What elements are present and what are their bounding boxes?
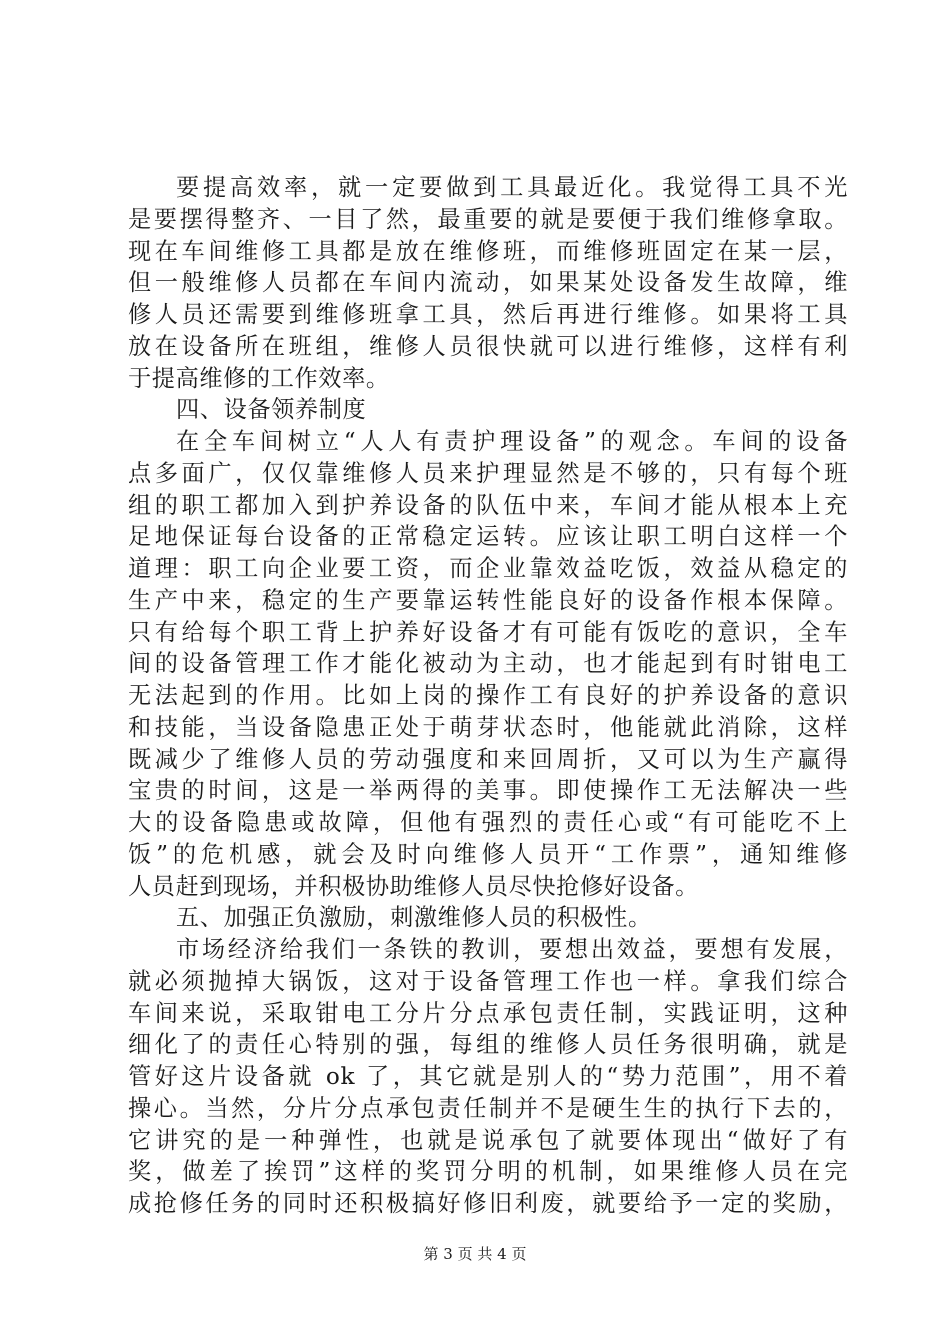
text-line: 操心。当然，分片分点承包责任制并不是硬生生的执行下去的， xyxy=(128,1094,848,1122)
text-line: 生产中来，稳定的生产要靠运转性能良好的设备作根本保障。 xyxy=(128,586,848,614)
text-line: 但一般维修人员都在车间内流动，如果某处设备发生故障，维 xyxy=(128,269,848,297)
text-line: 间的设备管理工作才能化被动为主动，也才能起到有时钳电工 xyxy=(128,650,848,678)
text-line: 修人员还需要到维修班拿工具，然后再进行维修。如果将工具 xyxy=(128,301,848,328)
text-line: 人员赶到现场，并积极协助维修人员尽快抢修好设备。 xyxy=(128,872,699,900)
text-line: 足地保证每台设备的正常稳定运转。应该让职工明白这样一个 xyxy=(128,523,848,551)
text-line: 大的设备隐患或故障，但他有强烈的责任心或“有可能吃不上 xyxy=(128,809,848,836)
text-line: 四、设备领养制度 xyxy=(176,396,367,424)
text-line: 宝贵的时间，这是一举两得的美事。即使操作工无法解决一些 xyxy=(128,777,848,805)
text-line: 现在车间维修工具都是放在维修班，而维修班固定在某一层， xyxy=(128,237,848,265)
text-line: 管好这片设备就 ok 了，其它就是别人的“势力范围”，用不着 xyxy=(128,1063,848,1090)
text-line: 组的职工都加入到护养设备的队伍中来，车间才能从根本上充 xyxy=(128,491,848,519)
text-line: 就必须抛掉大锅饭，这对于设备管理工作也一样。拿我们综合 xyxy=(128,967,848,995)
text-line: 车间来说，采取钳电工分片分点承包责任制，实践证明，这种 xyxy=(128,999,848,1027)
text-line: 于提高维修的工作效率。 xyxy=(128,364,390,392)
text-line: 既减少了维修人员的劳动强度和来回周折，又可以为生产赢得 xyxy=(128,745,848,773)
text-line: 细化了的责任心特别的强，每组的维修人员任务很明确，就是 xyxy=(128,1031,848,1059)
text-line: 点多面广，仅仅靠维修人员来护理显然是不够的，只有每个班 xyxy=(128,459,848,487)
text-line: 奖，做差了挨罚”这样的奖罚分明的机制，如果维修人员在完 xyxy=(128,1158,848,1186)
text-line: 无法起到的作用。比如上岗的操作工有良好的护养设备的意识 xyxy=(128,682,848,709)
text-line: 是要摆得整齐、一目了然，最重要的就是要便于我们维修拿取。 xyxy=(128,205,848,233)
text-line: 放在设备所在班组，维修人员很快就可以进行维修，这样有利 xyxy=(128,332,848,360)
text-line: 市场经济给我们一条铁的教训，要想出效益，要想有发展， xyxy=(176,936,848,963)
text-line: 在全车间树立“人人有责护理设备”的观念。车间的设备 xyxy=(176,428,848,455)
text-line: 成抢修任务的同时还积极搞好修旧利废，就要给予一定的奖励， xyxy=(128,1190,848,1217)
text-line: 要提高效率，就一定要做到工具最近化。我觉得工具不光 xyxy=(176,174,848,201)
text-line: 和技能，当设备隐患正处于萌芽状态时，他能就此消除，这样 xyxy=(128,713,848,741)
text-line: 饭”的危机感，就会及时向维修人员开“工作票”，通知维修 xyxy=(128,840,848,868)
body-text xyxy=(128,172,848,1220)
text-line: 只有给每个职工背上护养好设备才有可能有饭吃的意识，全车 xyxy=(128,618,848,646)
text-line: 道理：职工向企业要工资，而企业靠效益吃饭，效益从稳定的 xyxy=(128,555,848,582)
page-footer: 第 3 页 共 4 页 xyxy=(423,1245,527,1263)
text-line: 它讲究的是一种弹性，也就是说承包了就要体现出“做好了有 xyxy=(128,1126,848,1154)
text-line: 五、加强正负激励，刺激维修人员的积极性。 xyxy=(176,904,652,932)
